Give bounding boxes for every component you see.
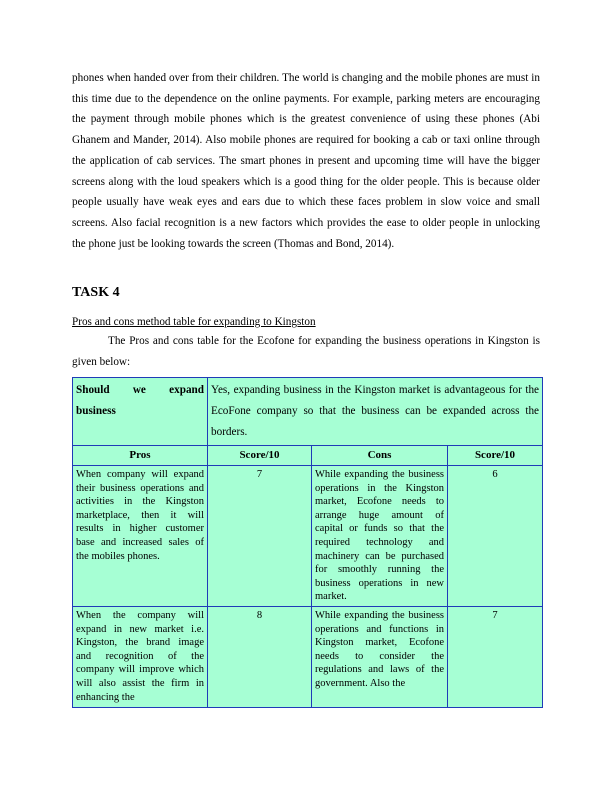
question-cell: Should we expand business [73,378,208,446]
task-heading: TASK 4 [72,285,120,300]
table-title: Pros and cons method table for expanding to Kingston [72,316,316,328]
pro-score-cell: 7 [208,466,312,607]
con-cell: While expanding the business operations in the Kingston market, Ecofone needs to arrange huge amount of capital or funds so that the required technology and machinery can be purchased for smoothly running the business operations in new market. [312,466,448,607]
pros-score-header: Score/10 [208,446,312,466]
table-row [73,466,543,607]
con-score-cell: 6 [448,466,543,607]
header-row [73,446,543,466]
table-intro: The Pros and cons table for the Ecofone for expanding the business operations in Kingston is given below: [72,335,540,368]
table-row [73,606,543,707]
cons-header: Cons [312,446,448,466]
intro-paragraph: phones when handed over from their children. The world is changing and the mobile phones are must in this time due to the dependence on the online payments. For example, parking meters are encouraging the payment through mobile phones which is the greatest convenience of using these phones (Abi Ghanem and Mander, 2014). Also mobile phones are required for booking a cab or taxi online through the application of cab services. The smart phones in present and upcoming time will have the bigger screens along with the loud speakers which is a good thing for the older people. This is because older people usually have weak eyes and ears due to which these faces problem in slow voice and small screens. Also facial recognition is a new factors which provides the ease to older people in unlocking the phone just be looking towards the screen (Thomas and Bond, 2014). [72,72,540,250]
pro-score-cell: 8 [208,606,312,707]
answer-cell: Yes, expanding business in the Kingston market is advantageous for the EcoFone company so that the business can be expanded across the borders. [208,378,543,446]
pro-cell: When company will expand their business operations and activities in the Kingston marketplace, then it will results in higher customer base and increased sales of the mobiles phones. [73,466,208,607]
pro-cell: When the company will expand in new market i.e. Kingston, the brand image and recognition of the company will improve which will also assist the firm in enhancing the [76,609,204,703]
con-cell: While expanding the business operations and functions in Kingston market, Ecofone needs to consider the regulations and laws of the government. Also the [315,609,444,689]
question-row [73,378,543,446]
con-score-cell: 7 [448,606,543,707]
pros-header: Pros [73,446,208,466]
cons-score-header: Score/10 [448,446,543,466]
pros-cons-table [72,377,543,708]
